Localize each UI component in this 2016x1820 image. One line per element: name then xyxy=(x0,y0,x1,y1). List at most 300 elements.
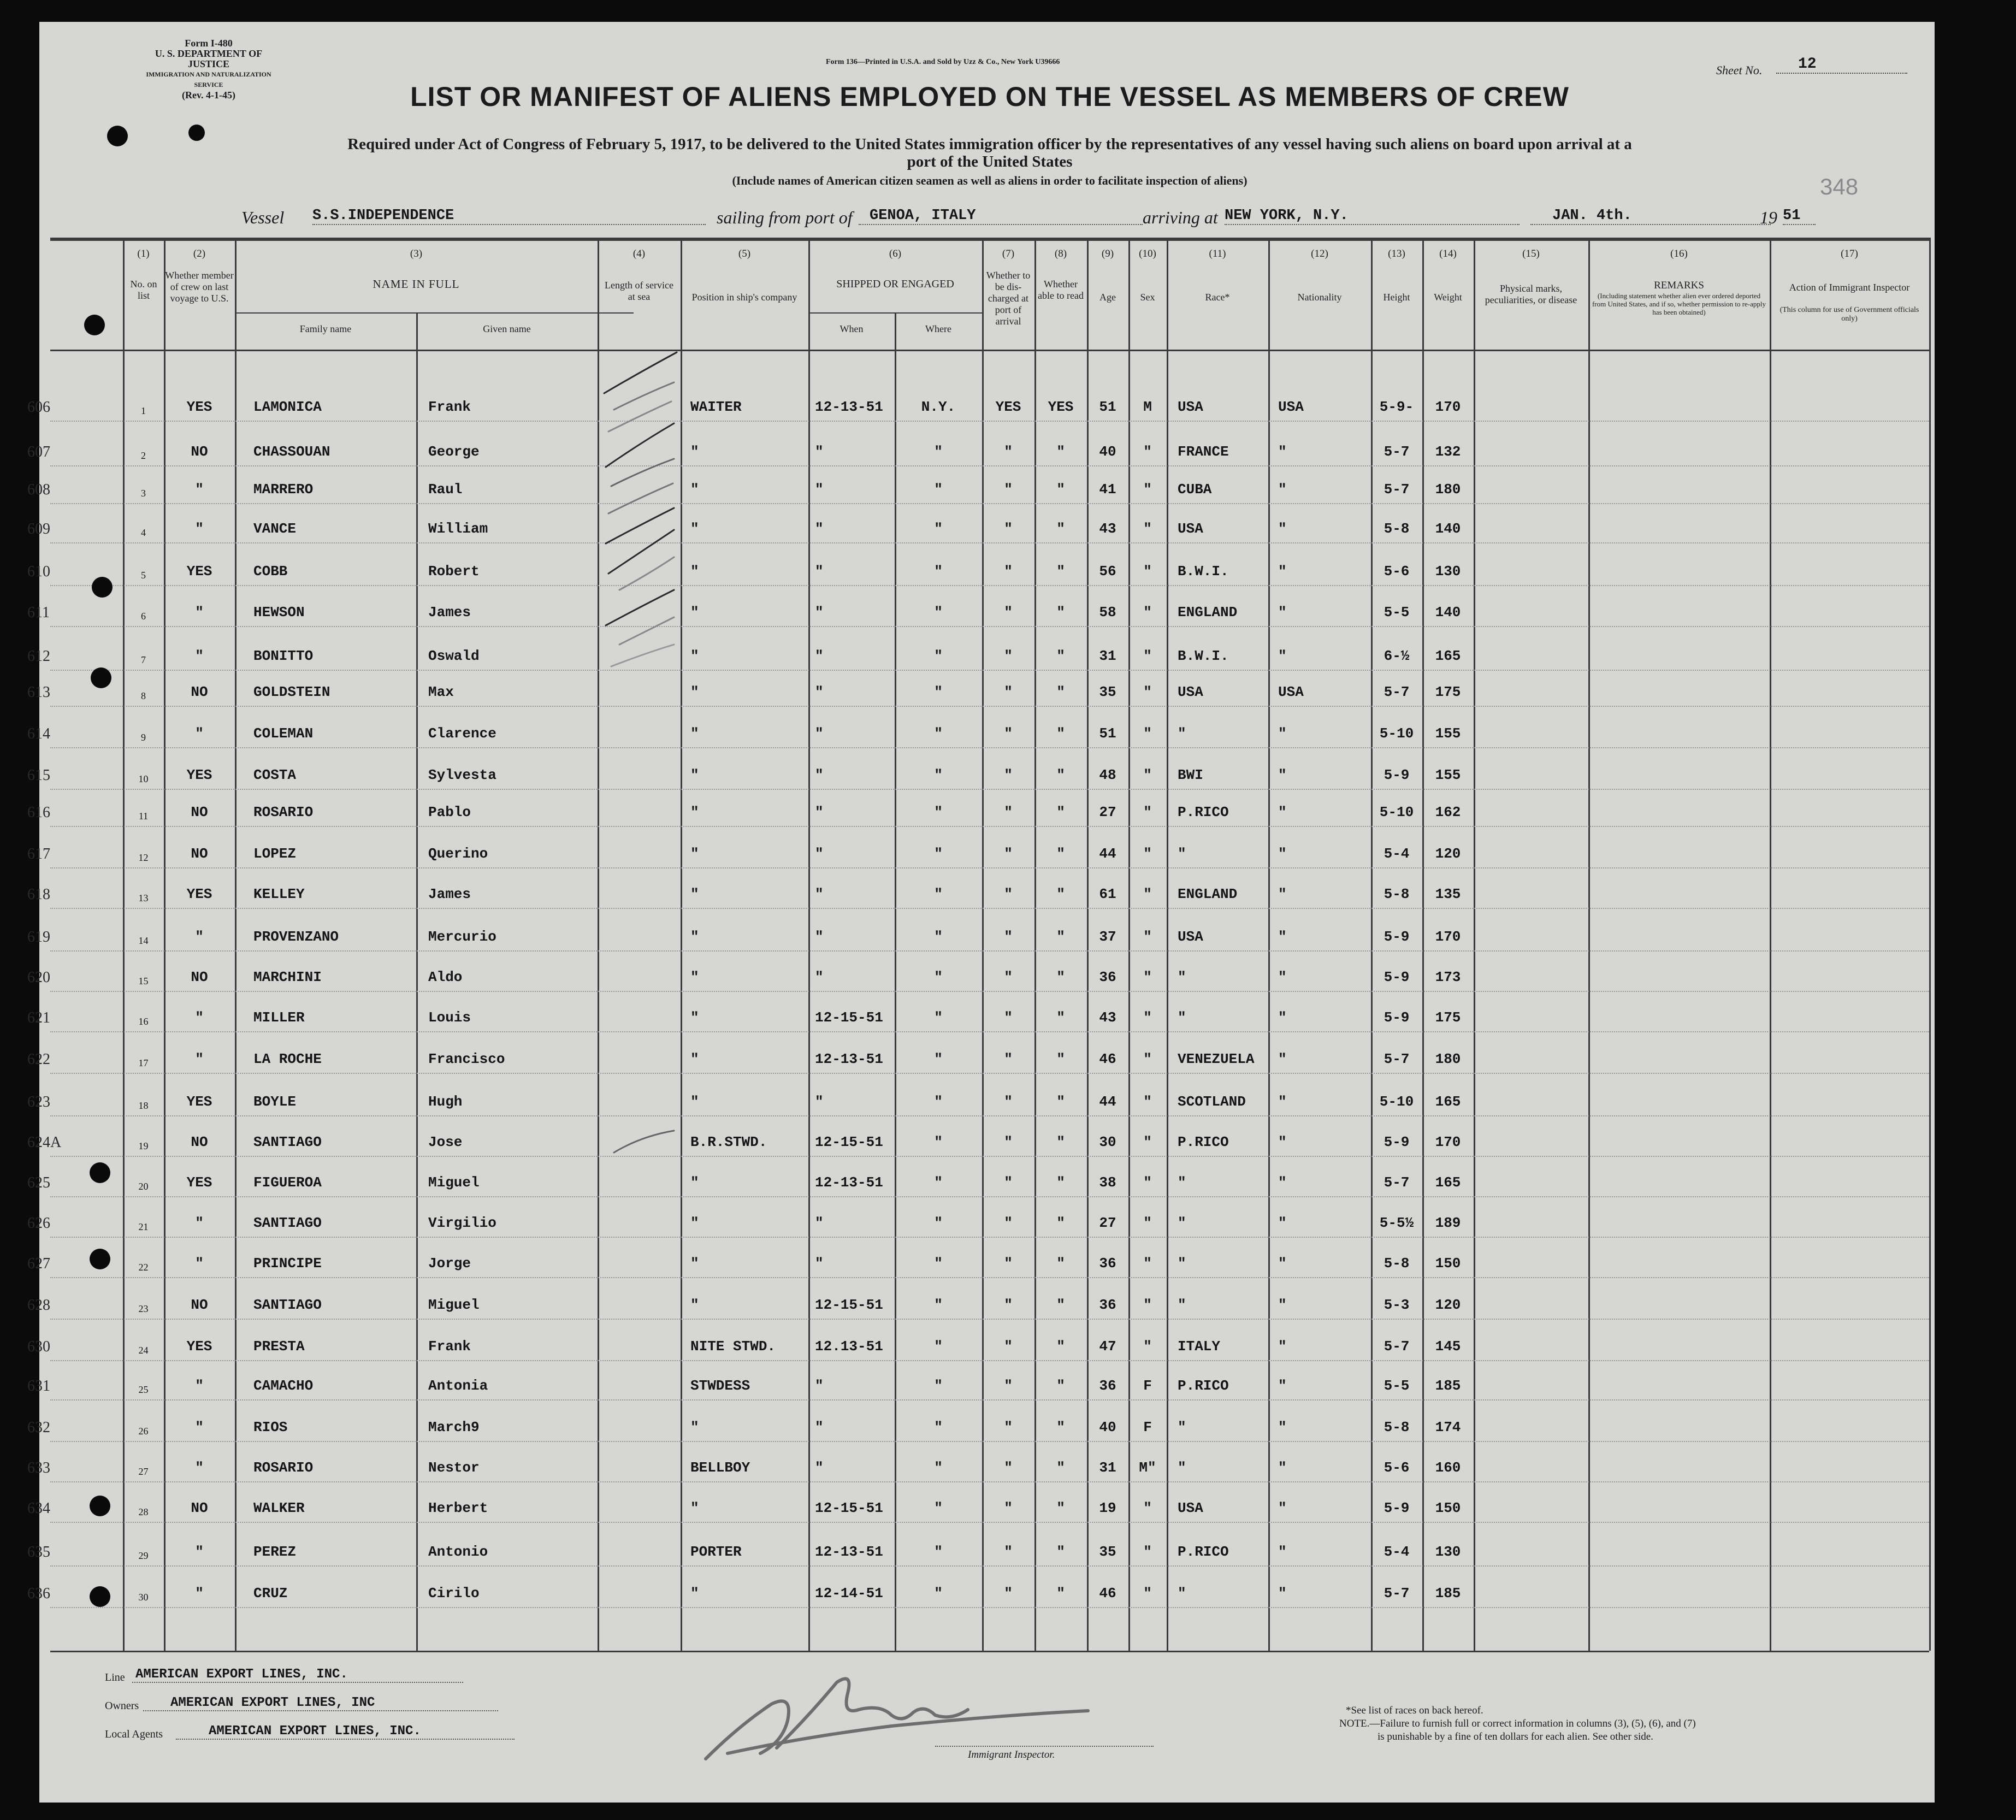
header-inspector-action: Action of Immigrant Inspector xyxy=(1789,282,1910,293)
cell-race: USA xyxy=(1178,684,1203,700)
cell-given: William xyxy=(428,521,488,537)
cell-position: " xyxy=(690,1255,699,1272)
cell-nat: " xyxy=(1278,1419,1287,1435)
cell-no: 14 xyxy=(138,935,149,946)
cell-family: LA ROCHE xyxy=(253,1051,322,1067)
cell-sex: F xyxy=(1143,1419,1152,1435)
cell-ref: 634 xyxy=(27,1500,50,1517)
cell-race: ENGLAND xyxy=(1178,604,1238,621)
header-when: When xyxy=(839,323,864,334)
cell-ref: 631 xyxy=(27,1378,50,1394)
header-race: Race* xyxy=(1205,292,1230,303)
cell-race: P.RICO xyxy=(1178,804,1229,820)
cell-age: 61 xyxy=(1099,886,1116,902)
cell-ref: 611 xyxy=(27,604,50,621)
cell-race: CUBA xyxy=(1178,481,1212,498)
cell-ref: 607 xyxy=(27,444,50,460)
cell-given: Querino xyxy=(428,846,488,862)
cell-position: " xyxy=(690,1297,699,1313)
row-rule xyxy=(50,670,1929,671)
cell-disch: " xyxy=(1004,1544,1013,1560)
cell-ref: 633 xyxy=(27,1459,50,1476)
owners-name: AMERICAN EXPORT LINES, INC xyxy=(143,1695,498,1711)
cell-read: YES xyxy=(1048,399,1074,415)
cell-where: " xyxy=(934,1459,943,1476)
cell-weight: 185 xyxy=(1435,1585,1461,1602)
row-rule xyxy=(50,789,1929,790)
cell-height: 5-7 xyxy=(1384,481,1410,498)
cell-no: 10 xyxy=(138,773,149,784)
cell-read: " xyxy=(1056,1297,1065,1313)
col-rule xyxy=(1588,238,1590,1651)
cell-when: " xyxy=(815,886,824,902)
row-rule xyxy=(50,626,1929,627)
cell-disch: " xyxy=(1004,1009,1013,1026)
cell-where: " xyxy=(934,1338,943,1355)
cell-age: 47 xyxy=(1099,1338,1116,1355)
cell-sex: " xyxy=(1143,1094,1152,1110)
cell-family: BOYLE xyxy=(253,1094,297,1110)
row-rule xyxy=(50,706,1929,707)
header-able-to-read: Whether able to read xyxy=(1038,279,1084,301)
cell-age: 43 xyxy=(1099,521,1116,537)
cell-age: 36 xyxy=(1099,1255,1116,1272)
cell-read: " xyxy=(1056,1544,1065,1560)
cell-height: 5-8 xyxy=(1384,886,1410,902)
cell-disch: " xyxy=(1004,1500,1013,1516)
cell-height: 5-7 xyxy=(1384,1338,1410,1355)
cell-height: 5-9- xyxy=(1379,399,1414,415)
cell-height: 5-7 xyxy=(1384,1174,1410,1191)
col-num-9: (9) xyxy=(1101,248,1114,259)
cell-nat: " xyxy=(1278,1544,1287,1560)
cell-read: " xyxy=(1056,1378,1065,1394)
cell-height: 5-8 xyxy=(1384,1255,1410,1272)
cell-sex: " xyxy=(1143,1174,1152,1191)
cell-height: 5-7 xyxy=(1384,684,1410,700)
cell-sex: " xyxy=(1143,1297,1152,1313)
cell-family: PRINCIPE xyxy=(253,1255,322,1272)
cell-where: " xyxy=(934,444,943,460)
cell-given: Raul xyxy=(428,481,463,498)
cell-race: ITALY xyxy=(1178,1338,1221,1355)
cell-nat: " xyxy=(1278,1174,1287,1191)
cell-height: 5-4 xyxy=(1384,1544,1410,1560)
cell-height: 5-9 xyxy=(1384,1134,1410,1150)
cell-height: 5-9 xyxy=(1384,929,1410,945)
cell-disch: " xyxy=(1004,767,1013,783)
header-sex: Sex xyxy=(1140,292,1155,303)
cell-given: Miguel xyxy=(428,1174,480,1191)
cell-disch: " xyxy=(1004,521,1013,537)
cell-read: " xyxy=(1056,1009,1065,1026)
cell-where: " xyxy=(934,1544,943,1560)
signature-rule xyxy=(935,1746,1154,1747)
cell-when: " xyxy=(815,481,824,498)
agents-name: AMERICAN EXPORT LINES, INC. xyxy=(176,1724,515,1740)
cell-when: " xyxy=(815,1094,824,1110)
row-rule xyxy=(50,950,1929,952)
cell-given: Pablo xyxy=(428,804,471,820)
cell-position: " xyxy=(690,1009,699,1026)
cell-race: " xyxy=(1178,1585,1186,1602)
cell-nat: USA xyxy=(1278,684,1304,700)
cell-nat: " xyxy=(1278,648,1287,664)
cell-age: 40 xyxy=(1099,1419,1116,1435)
punch-hole xyxy=(84,315,105,335)
col-num-1: (1) xyxy=(137,248,150,259)
cell-age: 36 xyxy=(1099,1378,1116,1394)
cell-given: Herbert xyxy=(428,1500,488,1516)
cell-position: " xyxy=(690,804,699,820)
cell-family: PROVENZANO xyxy=(253,929,339,945)
cell-prev: " xyxy=(195,929,204,945)
cell-nat: " xyxy=(1278,929,1287,945)
cell-ref: 615 xyxy=(27,767,50,784)
footnote-block xyxy=(1339,1704,1696,1744)
cell-prev: NO xyxy=(191,684,208,700)
cell-family: BONITTO xyxy=(253,648,314,664)
cell-where: " xyxy=(934,804,943,820)
cell-prev: YES xyxy=(186,1338,212,1355)
cell-where: " xyxy=(934,886,943,902)
header-length-of-service: Length of service at sea xyxy=(605,280,673,302)
cell-given: Frank xyxy=(428,1338,471,1355)
col-rule xyxy=(1770,238,1771,1651)
cell-family: SANTIAGO xyxy=(253,1134,322,1150)
cell-when: " xyxy=(815,1378,824,1394)
arriving-port: NEW YORK, N.Y. xyxy=(1225,208,1520,225)
cell-where: " xyxy=(934,846,943,862)
punch-hole xyxy=(90,1249,110,1269)
cell-no: 24 xyxy=(138,1345,149,1356)
cell-given: Max xyxy=(428,684,454,700)
cell-race: FRANCE xyxy=(1178,444,1229,460)
cell-age: 38 xyxy=(1099,1174,1116,1191)
cell-where: " xyxy=(934,1585,943,1602)
cell-prev: NO xyxy=(191,846,208,862)
cell-weight: 160 xyxy=(1435,1459,1461,1476)
cell-when: " xyxy=(815,684,824,700)
cell-position: WAITER xyxy=(690,399,742,415)
cell-no: 5 xyxy=(141,570,146,581)
cell-where: " xyxy=(934,1094,943,1110)
cell-prev: " xyxy=(195,1051,204,1067)
header-age: Age xyxy=(1099,292,1116,303)
col-num-12: (12) xyxy=(1311,248,1328,259)
cell-disch: " xyxy=(1004,846,1013,862)
arrival-date: JAN. 4th. xyxy=(1530,208,1771,225)
subtitle-line2: port of the United States xyxy=(907,153,1073,170)
cell-position: " xyxy=(690,929,699,945)
header-no-on-list: No. on list xyxy=(130,279,157,301)
cell-when: 12-13-51 xyxy=(815,1051,883,1067)
cell-disch: " xyxy=(1004,886,1013,902)
table-top-rule-2 xyxy=(50,239,1929,241)
cell-no: 25 xyxy=(138,1384,149,1395)
col-num-14: (14) xyxy=(1439,248,1457,259)
cell-height: 5-10 xyxy=(1379,725,1414,742)
cell-family: COLEMAN xyxy=(253,725,314,742)
cell-when: 12-15-51 xyxy=(815,1297,883,1313)
punch-hole xyxy=(90,1162,110,1183)
cell-no: 9 xyxy=(141,732,146,743)
cell-race: " xyxy=(1178,1297,1186,1313)
cell-position: " xyxy=(690,521,699,537)
cell-nat: " xyxy=(1278,767,1287,783)
row-rule xyxy=(50,991,1929,992)
cell-age: 19 xyxy=(1099,1500,1116,1516)
cell-ref: 625 xyxy=(27,1174,50,1191)
col-rule xyxy=(1268,238,1270,1651)
col-num-2: (2) xyxy=(193,248,206,259)
cell-read: " xyxy=(1056,846,1065,862)
footnote-penalty-cont: is punishable by a fine of ten dollars for each alien. See other side. xyxy=(1377,1731,1653,1742)
vessel-label: Vessel xyxy=(241,208,285,227)
cell-height: 5-10 xyxy=(1379,1094,1414,1110)
cell-where: " xyxy=(934,725,943,742)
cell-read: " xyxy=(1056,684,1065,700)
cell-sex: " xyxy=(1143,481,1152,498)
cell-given: Sylvesta xyxy=(428,767,496,783)
cell-prev: YES xyxy=(186,886,212,902)
cell-age: 35 xyxy=(1099,684,1116,700)
punch-hole xyxy=(90,1496,110,1516)
cell-prev: " xyxy=(195,604,204,621)
cell-position: " xyxy=(690,1500,699,1516)
cell-nat: " xyxy=(1278,563,1287,580)
cell-where: " xyxy=(934,684,943,700)
cell-sex: " xyxy=(1143,767,1152,783)
cell-no: 13 xyxy=(138,893,149,903)
cell-height: 5-5 xyxy=(1384,604,1410,621)
punch-hole xyxy=(188,125,205,141)
cell-family: KELLEY xyxy=(253,886,305,902)
cell-age: 43 xyxy=(1099,1009,1116,1026)
header-shipped-engaged: SHIPPED OR ENGAGED xyxy=(836,278,954,290)
cell-age: 36 xyxy=(1099,1297,1116,1313)
punch-hole xyxy=(90,1586,110,1607)
row-rule xyxy=(50,826,1929,827)
cell-no: 30 xyxy=(138,1592,149,1603)
cell-nat: " xyxy=(1278,804,1287,820)
vessel-line xyxy=(241,205,1880,229)
cell-age: 46 xyxy=(1099,1051,1116,1067)
cell-given: Francisco xyxy=(428,1051,505,1067)
cell-where: " xyxy=(934,929,943,945)
printer-line: Form 136—Printed in U.S.A. and Sold by Uzz & Co., New York U39666 xyxy=(826,58,1060,66)
col-num-3: (3) xyxy=(410,248,423,259)
col-num-17: (17) xyxy=(1841,248,1858,259)
header-given-name: Given name xyxy=(483,323,531,334)
cell-weight: 189 xyxy=(1435,1215,1461,1231)
cell-prev: NO xyxy=(191,804,208,820)
cell-age: 37 xyxy=(1099,929,1116,945)
cell-no: 29 xyxy=(138,1550,149,1561)
cell-position: " xyxy=(690,648,699,664)
col-rule xyxy=(1474,238,1475,1651)
cell-disch: " xyxy=(1004,648,1013,664)
row-rule xyxy=(50,465,1929,466)
cell-ref: 621 xyxy=(27,1009,50,1026)
cell-prev: " xyxy=(195,481,204,498)
cell-family: PEREZ xyxy=(253,1544,297,1560)
cell-sex: M xyxy=(1143,399,1152,415)
cell-sex: F xyxy=(1143,1378,1152,1394)
footer-block xyxy=(105,1667,760,1749)
cell-prev: " xyxy=(195,521,204,537)
cell-disch: " xyxy=(1004,929,1013,945)
cell-race: " xyxy=(1178,969,1186,985)
col-rule xyxy=(808,238,810,1651)
cell-when: " xyxy=(815,846,824,862)
cell-family: CRUZ xyxy=(253,1585,288,1602)
cell-ref: 630 xyxy=(27,1338,50,1355)
header-remarks: REMARKS xyxy=(1654,280,1704,291)
cell-when: " xyxy=(815,969,824,985)
cell-prev: NO xyxy=(191,969,208,985)
header-height: Height xyxy=(1383,292,1410,303)
col-num-4: (4) xyxy=(632,248,646,259)
header-weight: Weight xyxy=(1434,292,1462,303)
cell-no: 27 xyxy=(138,1466,149,1477)
cell-no: 15 xyxy=(138,976,149,986)
cell-height: 5-3 xyxy=(1384,1297,1410,1313)
col-num-10: (10) xyxy=(1139,248,1156,259)
cell-nat: " xyxy=(1278,1255,1287,1272)
cell-nat: " xyxy=(1278,481,1287,498)
cell-read: " xyxy=(1056,929,1065,945)
revision: (Rev. 4-1-45) xyxy=(182,90,235,101)
cell-nat: " xyxy=(1278,969,1287,985)
cell-position: " xyxy=(690,1051,699,1067)
cell-where: " xyxy=(934,1134,943,1150)
cell-race: P.RICO xyxy=(1178,1378,1229,1394)
cell-family: ROSARIO xyxy=(253,804,314,820)
cell-ref: 624A xyxy=(27,1134,62,1151)
cell-disch: " xyxy=(1004,1419,1013,1435)
cell-weight: 180 xyxy=(1435,1051,1461,1067)
cell-read: " xyxy=(1056,969,1065,985)
cell-sex: " xyxy=(1143,1500,1152,1516)
cell-ref: 623 xyxy=(27,1094,50,1110)
cell-prev: " xyxy=(195,1459,204,1476)
cell-weight: 173 xyxy=(1435,969,1461,985)
cell-disch: " xyxy=(1004,1174,1013,1191)
cell-disch: YES xyxy=(995,399,1021,415)
line-label: Line xyxy=(105,1671,125,1683)
cell-height: 5-6 xyxy=(1384,563,1410,580)
cell-read: " xyxy=(1056,804,1065,820)
cell-age: 27 xyxy=(1099,1215,1116,1231)
cell-ref: 609 xyxy=(27,521,50,537)
cell-where: " xyxy=(934,1419,943,1435)
cell-where: N.Y. xyxy=(921,399,956,415)
cell-ref: 622 xyxy=(27,1051,50,1068)
cell-ref: 616 xyxy=(27,804,50,821)
cell-race: P.RICO xyxy=(1178,1134,1229,1150)
cell-height: 5-8 xyxy=(1384,521,1410,537)
cell-when: 12-14-51 xyxy=(815,1585,883,1602)
cell-prev: NO xyxy=(191,1134,208,1150)
cell-position: " xyxy=(690,1419,699,1435)
cell-age: 58 xyxy=(1099,604,1116,621)
cell-when: 12-15-51 xyxy=(815,1009,883,1026)
cell-race: SCOTLAND xyxy=(1178,1094,1246,1110)
row-rule xyxy=(50,503,1929,504)
cell-race: ENGLAND xyxy=(1178,886,1238,902)
cell-prev: NO xyxy=(191,444,208,460)
cell-where: " xyxy=(934,648,943,664)
cell-race: USA xyxy=(1178,399,1203,415)
cell-when: " xyxy=(815,521,824,537)
header-where: Where xyxy=(925,323,951,334)
cell-prev: YES xyxy=(186,563,212,580)
col-num-8: (8) xyxy=(1054,248,1067,259)
cell-when: 12-15-51 xyxy=(815,1134,883,1150)
owners-label: Owners xyxy=(105,1700,139,1712)
row-rule xyxy=(50,1277,1929,1278)
cell-family: PRESTA xyxy=(253,1338,305,1355)
cell-weight: 185 xyxy=(1435,1378,1461,1394)
row-rule xyxy=(50,1073,1929,1074)
cell-nat: " xyxy=(1278,1051,1287,1067)
cell-sex: " xyxy=(1143,886,1152,902)
cell-race: P.RICO xyxy=(1178,1544,1229,1560)
header-discharged: Whether to be dis-charged at port of arrival xyxy=(986,270,1031,327)
cell-when: 12-13-51 xyxy=(815,399,883,415)
cell-where: " xyxy=(934,481,943,498)
cell-race: B.W.I. xyxy=(1178,563,1229,580)
cell-when: " xyxy=(815,725,824,742)
cell-given: James xyxy=(428,604,471,621)
cell-where: " xyxy=(934,1255,943,1272)
cell-ref: 628 xyxy=(27,1297,50,1314)
cell-age: 44 xyxy=(1099,846,1116,862)
cell-sex: " xyxy=(1143,563,1152,580)
cell-read: " xyxy=(1056,1255,1065,1272)
sheet-label: Sheet No. xyxy=(1716,63,1763,77)
cell-no: 19 xyxy=(138,1141,149,1151)
cell-sex: " xyxy=(1143,444,1152,460)
cell-no: 22 xyxy=(138,1262,149,1273)
cell-weight: 150 xyxy=(1435,1500,1461,1516)
cell-read: " xyxy=(1056,1459,1065,1476)
cell-family: MARRERO xyxy=(253,481,314,498)
cell-ref: 617 xyxy=(27,846,50,862)
sheet-number: 12 xyxy=(1776,56,1907,74)
cell-no: 11 xyxy=(138,811,149,822)
cell-race: " xyxy=(1178,1215,1186,1231)
agents-label: Local Agents xyxy=(105,1728,163,1740)
cell-when: " xyxy=(815,1215,824,1231)
cell-prev: " xyxy=(195,1215,204,1231)
row-rule xyxy=(50,867,1929,868)
cell-sex: " xyxy=(1143,1544,1152,1560)
row-rule xyxy=(50,1319,1929,1320)
cell-no: 20 xyxy=(138,1181,149,1192)
cell-weight: 130 xyxy=(1435,1544,1461,1560)
cell-weight: 180 xyxy=(1435,481,1461,498)
cell-prev: " xyxy=(195,648,204,664)
header-remarks-detail: (Including statement whether alien ever ordered deported from United States, and if so, whether permission to re-apply has been obtained) xyxy=(1592,292,1766,316)
length-of-service-stroke-lower xyxy=(598,1109,681,1174)
cell-read: " xyxy=(1056,1338,1065,1355)
col-num-16: (16) xyxy=(1670,248,1688,259)
col-rule xyxy=(1167,238,1168,1651)
row-rule xyxy=(50,747,1929,748)
from-port: GENOA, ITALY xyxy=(859,208,1143,225)
